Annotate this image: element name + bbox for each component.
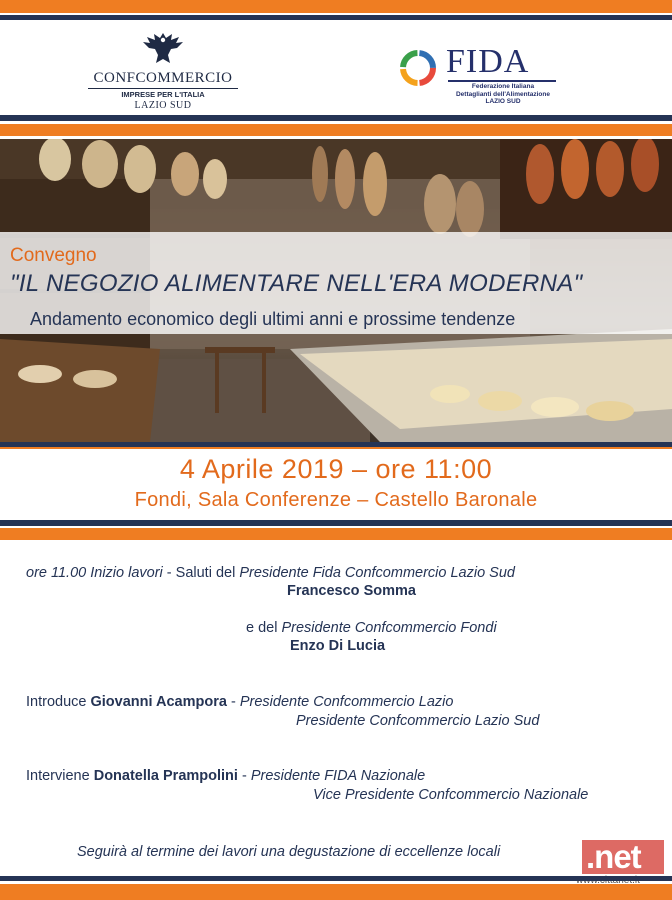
fida-ring-icon: [396, 46, 440, 90]
intro-person: Giovanni Acampora: [90, 694, 227, 710]
confcommercio-tagline: IMPRESE PER L'ITALIA: [121, 90, 205, 99]
program-opening: [26, 565, 515, 581]
opening-time: ore 11.00 Inizio lavori: [26, 565, 163, 581]
opening-sep: -: [162, 565, 176, 581]
event-subtitle: Andamento economico degli ultimi anni e prossime tendenze: [30, 309, 516, 329]
speaker-person: Donatella Prampolini: [93, 768, 238, 784]
fida-subtitle-line2: Dettaglianti dell'Alimentazione: [455, 90, 550, 98]
fida-subtitle-region: LAZIO SUD: [485, 98, 521, 105]
bottom-stripe-navy: [0, 876, 672, 881]
second-role: Presidente Confcommercio Fondi: [281, 620, 497, 636]
opening-greet: Saluti del: [175, 565, 236, 581]
stripe-orange-3: [0, 447, 672, 449]
program-opening-person: [287, 583, 416, 599]
confcommercio-name: CONFCOMMERCIO: [88, 70, 238, 89]
program-speaker: [26, 768, 425, 784]
second-and: e del: [246, 620, 278, 636]
eagle-icon: [141, 31, 185, 65]
stripe-orange-4: [0, 528, 672, 540]
second-person: Enzo Di Lucia: [290, 638, 386, 654]
fida-subtitle: [448, 83, 558, 106]
event-date-time: 4 Aprile 2019 – ore 11:00: [179, 454, 493, 484]
program-intro-role2: [296, 713, 539, 729]
confcommercio-region: LAZIO SUD: [134, 100, 192, 111]
speaker-role2: Vice Presidente Confcommercio Nazionale: [313, 787, 589, 803]
intro-role2: Presidente Confcommercio Lazio Sud: [296, 713, 540, 729]
intro-sep: -: [226, 694, 240, 710]
fida-divider: [448, 80, 556, 82]
watermark-logo: .net: [586, 838, 641, 875]
program-second: [246, 620, 497, 636]
speaker-role1: Presidente FIDA Nazionale: [250, 768, 426, 784]
program-intro: [26, 694, 453, 710]
stripe-navy-4: [0, 520, 672, 526]
intro-verb: Introduce: [26, 694, 87, 710]
opening-role: Presidente Fida Confcommercio Lazio Sud: [239, 565, 515, 581]
stripe-navy-2: [0, 115, 672, 121]
fida-logo: [396, 43, 566, 105]
intro-role1: Presidente Confcommercio Lazio: [239, 694, 454, 710]
event-kicker: Convegno: [10, 245, 97, 266]
opening-person: Francesco Somma: [287, 583, 416, 599]
speaker-sep: -: [237, 768, 251, 784]
fida-name: FIDA: [446, 43, 530, 80]
confcommercio-logo: [88, 31, 238, 111]
speaker-verb: Interviene: [26, 768, 90, 784]
top-stripe-navy: [0, 15, 672, 20]
closing-note: Seguirà al termine dei lavori una degustazione di eccellenze locali: [77, 844, 501, 860]
fida-subtitle-line1: Federazione Italiana: [471, 83, 535, 90]
bottom-stripe-orange: [0, 884, 672, 900]
program-speaker-role2: [313, 787, 588, 803]
program-second-person: [290, 638, 385, 654]
event-title: "IL NEGOZIO ALIMENTARE NELL'ERA MODERNA": [10, 270, 583, 297]
stripe-orange-2: [0, 124, 672, 136]
top-stripe-orange: [0, 0, 672, 13]
event-venue: Fondi, Sala Conferenze – Castello Baronale: [134, 489, 538, 511]
